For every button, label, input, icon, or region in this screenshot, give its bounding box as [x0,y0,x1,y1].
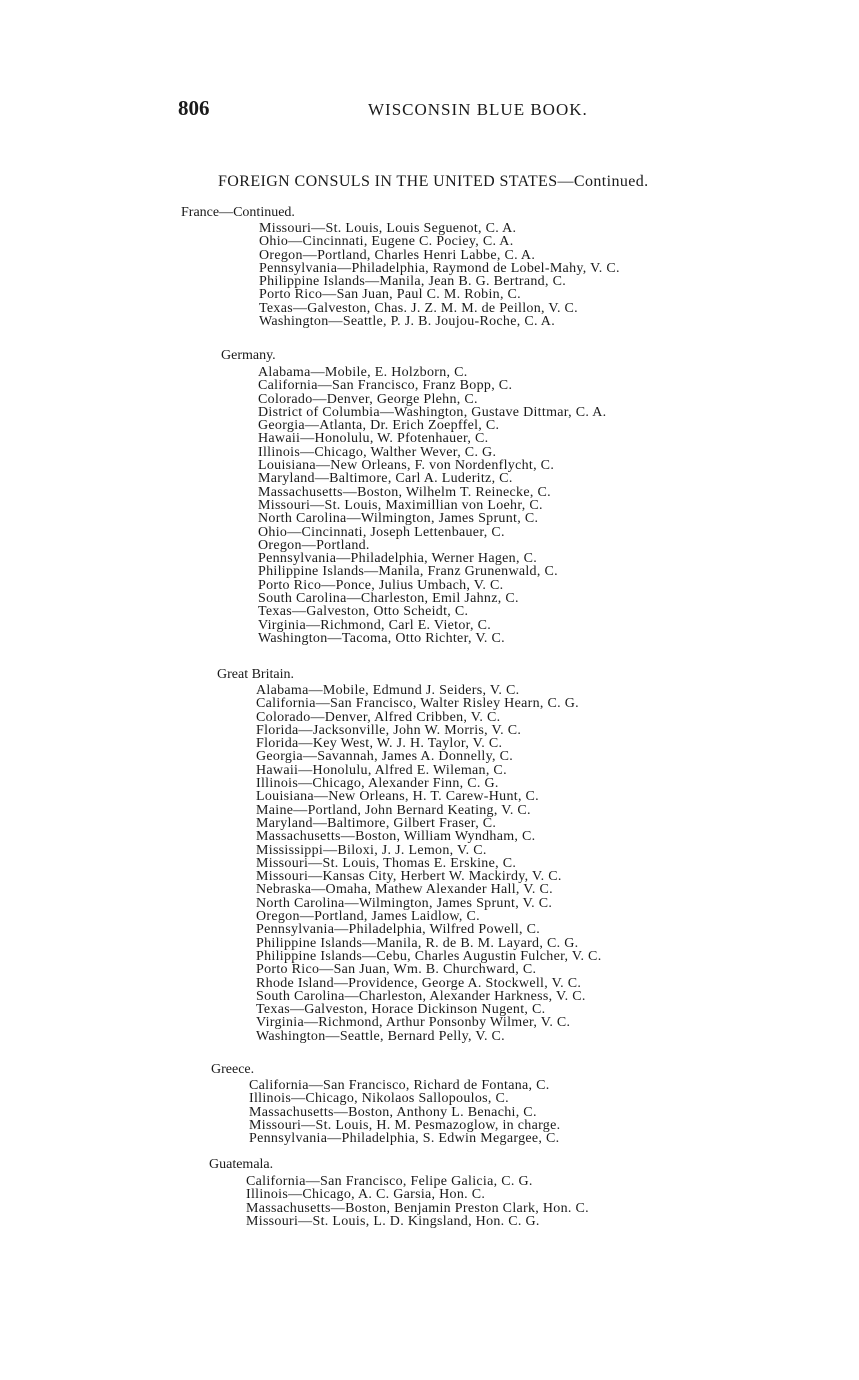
country-heading: France—Continued. [181,205,295,220]
country-heading: Greece. [211,1062,255,1077]
list-item: Colorado—Denver, Alfred Cribben, V. C. [256,709,501,725]
list-item: Texas—Galveston, Horace Dickinson Nugent, C. [256,1002,546,1018]
list-item: Colorado—Denver, George Plehn, C. [258,391,478,407]
country-section-greece [211,1062,254,1078]
list-item: Ohio—Cincinnati, Eugene C. Pociey, C. A. [259,234,514,250]
list-item: Pennsylvania—Philadelphia, Wilfred Powell, C. [256,922,541,938]
list-item: Georgia—Atlanta, Dr. Erich Zoepffel, C. [258,418,500,434]
list-item: Missouri—St. Louis, L. D. Kingsland, Hon. C. G. [246,1213,540,1229]
list-item: Massachusetts—Boston, Benjamin Preston Clark, Hon. C. [246,1200,589,1216]
list-item: District of Columbia—Washington, Gustave Dittmar, C. A. [258,404,607,420]
list-item: Massachusetts—Boston, Wilhelm T. Reinecke, C. [258,484,551,500]
list-item: California—San Francisco, Walter Risley Hearn, C. G. [256,696,579,712]
list-item: Hawaii—Honolulu, Alfred E. Wileman, C. [256,762,507,778]
list-item: Alabama—Mobile, Edmund J. Seiders, V. C. [256,683,520,698]
list-item: Massachusetts—Boston, Anthony L. Benachi, C. [249,1104,537,1120]
list-item: Maine—Portland, John Bernard Keating, V. C. [256,802,531,818]
list-item: Texas—Galveston, Chas. J. Z. M. M. de Peillon, V. C. [259,300,578,316]
list-item: Georgia—Savannah, James A. Donnelly, C. [256,749,514,765]
list-item: Illinois—Chicago, Walther Wever, C. G. [258,444,497,460]
list-item: Pennsylvania—Philadelphia, Raymond de Lobel-Mahy, V. C. [259,260,620,276]
list-item: California—San Francisco, Richard de Fontana, C. [249,1078,550,1093]
list-item: Maryland—Baltimore, Gilbert Fraser, C. [256,815,497,831]
list-item: North Carolina—Wilmington, James Sprunt, C. [258,511,539,527]
country-heading: Germany. [221,348,276,363]
entry-list-great-britain [256,684,602,1043]
list-item: Missouri—St. Louis, Maximillian von Loehr, C. [258,497,543,513]
list-item: Oregon—Portland. [258,537,370,553]
list-item: Florida—Jacksonville, John W. Morris, V. C. [256,722,522,738]
country-heading: Great Britain. [217,667,294,682]
list-item: Louisiana—New Orleans, F. von Nordenflycht, C. [258,458,555,474]
list-item: Virginia—Richmond, Carl E. Vietor, C. [258,617,492,633]
entry-list-germany [258,366,606,645]
list-item: Illinois—Chicago, Nikolaos Sallopoulos, C. [249,1091,509,1107]
list-item: South Carolina—Charleston, Alexander Harkness, V. C. [256,988,586,1004]
list-item: South Carolina—Charleston, Emil Jahnz, C. [258,591,519,607]
country-heading: Guatemala. [209,1157,274,1172]
list-item: Rhode Island—Providence, George A. Stockwell, V. C. [256,975,582,991]
list-item: California—San Francisco, Franz Bopp, C. [258,378,513,394]
list-item: Ohio—Cincinnati, Joseph Lettenbauer, C. [258,524,505,540]
list-item: Louisiana—New Orleans, H. T. Carew-Hunt, C. [256,789,539,805]
list-item: Mississippi—Biloxi, J. J. Lemon, V. C. [256,842,487,858]
list-item: Nebraska—Omaha, Mathew Alexander Hall, V. C. [256,882,553,898]
entry-list-guatemala [246,1175,589,1228]
list-item: Illinois—Chicago, A. C. Garsia, Hon. C. [246,1187,486,1203]
list-item: Porto Rico—Ponce, Julius Umbach, V. C. [258,577,504,593]
country-section-germany [221,348,276,364]
list-item: Porto Rico—San Juan, Wm. B. Churchward, C. [256,962,537,978]
list-item: Florida—Key West, W. J. H. Taylor, V. C. [256,736,503,752]
list-item: Missouri—St. Louis, Louis Seguenot, C. A. [259,221,517,236]
list-item: Philippine Islands—Cebu, Charles Augustin Fulcher, V. C. [256,948,602,964]
list-item: Missouri—St. Louis, Thomas E. Erskine, C. [256,855,517,871]
list-item: Philippine Islands—Manila, Jean B. G. Bertrand, C. [259,274,567,290]
list-item: Porto Rico—San Juan, Paul C. M. Robin, C. [259,287,521,303]
entry-list-france [259,222,620,328]
list-item: Washington—Seattle, P. J. B. Joujou-Roche, C. A. [259,314,555,330]
list-item: Virginia—Richmond, Arthur Ponsonby Wilmer, V. C. [256,1015,571,1031]
entry-list-greece [249,1079,560,1145]
list-item: Texas—Galveston, Otto Scheidt, C. [258,604,469,620]
list-item: California—San Francisco, Felipe Galicia, C. G. [246,1174,533,1189]
section-title: FOREIGN CONSULS IN THE UNITED STATES—Continued. [218,173,649,190]
list-item: Washington—Tacoma, Otto Richter, V. C. [258,630,505,646]
list-item: Maryland—Baltimore, Carl A. Luderitz, C. [258,471,513,487]
list-item: Alabama—Mobile, E. Holzborn, C. [258,365,468,380]
country-section-great-britain [217,667,294,683]
list-item: Philippine Islands—Manila, R. de B. M. Layard, C. G. [256,935,579,951]
list-item: North Carolina—Wilmington, James Sprunt, V. C. [256,895,553,911]
list-item: Pennsylvania—Philadelphia, S. Edwin Megargee, C. [249,1131,560,1147]
list-item: Missouri—Kansas City, Herbert W. Mackirdy, V. C. [256,869,562,885]
list-item: Oregon—Portland, Charles Henri Labbe, C. A. [259,247,536,263]
list-item: Pennsylvania—Philadelphia, Werner Hagen, C. [258,551,538,567]
list-item: Hawaii—Honolulu, W. Pfotenhauer, C. [258,431,489,447]
list-item: Washington—Seattle, Bernard Pelly, V. C. [256,1028,505,1044]
page-number: 806 [178,96,210,120]
list-item: Massachusetts—Boston, William Wyndham, C. [256,829,536,845]
list-item: Philippine Islands—Manila, Franz Grunenwald, C. [258,564,558,580]
running-head: WISCONSIN BLUE BOOK. [368,100,588,119]
list-item: Illinois—Chicago, Alexander Finn, C. G. [256,776,499,792]
list-item: Missouri—St. Louis, H. M. Pesmazoglow, in charge. [249,1117,561,1133]
list-item: Oregon—Portland, James Laidlow, C. [256,909,480,925]
country-section-france [181,205,295,221]
country-section-guatemala [209,1157,273,1173]
